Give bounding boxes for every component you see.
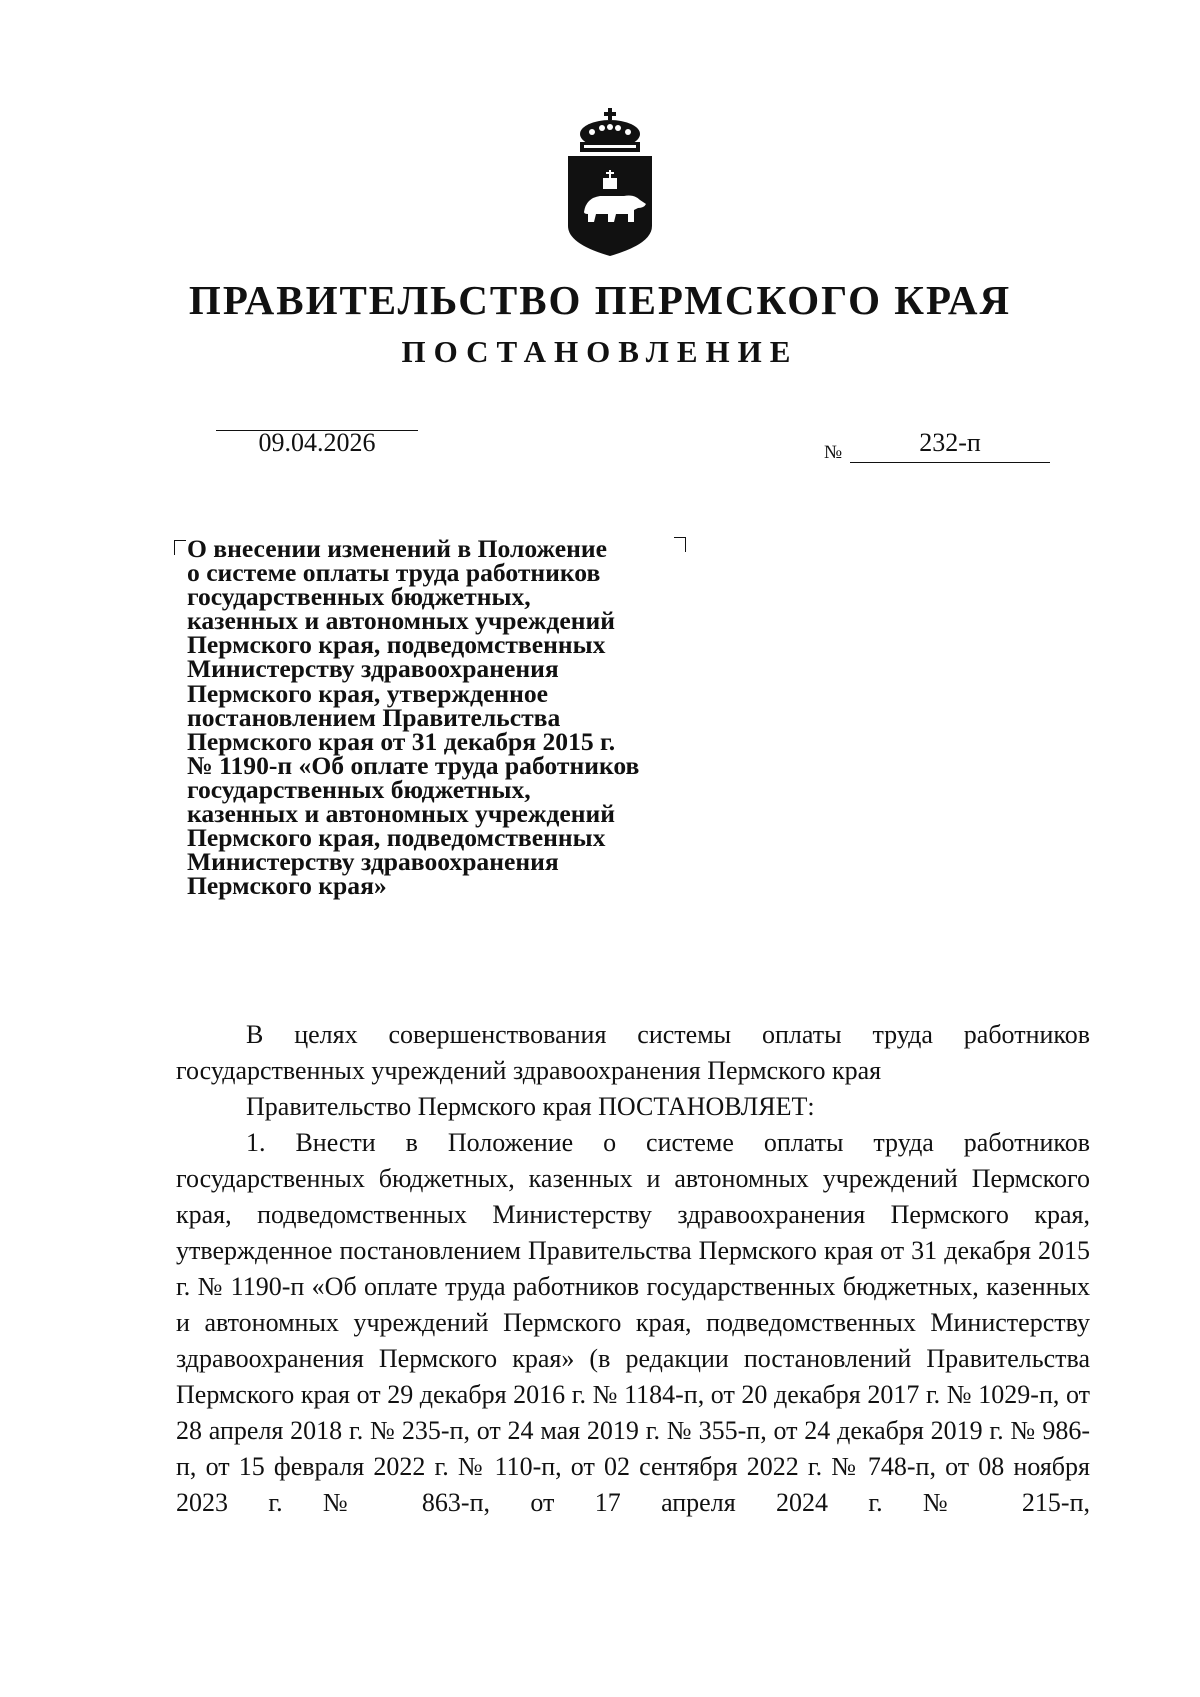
subject-line: о системе оплаты труда работников <box>187 558 601 588</box>
subject-line: казенных и автономных учреждений <box>187 606 615 636</box>
subject-line: № 1190-п «Об оплате труда работников <box>187 750 640 780</box>
subject-line: О внесении изменений в Положение <box>187 534 607 563</box>
number-sign: № <box>824 442 843 463</box>
document-number: 232-п <box>919 428 981 457</box>
resolution-statement: Правительство Пермского края ПОСТАНОВЛЯЕТ: <box>246 1092 815 1121</box>
subject-line: государственных бюджетных, <box>187 774 531 804</box>
subject-line: Пермского края, утвержденное <box>187 678 549 708</box>
subject-line: постановлением Правительства <box>187 702 561 732</box>
number-underline <box>850 462 1050 463</box>
clause-1-paragraph: 1. Внести в Положение о системе оплаты труда работников государственных бюджетных, казенных и автономных учреждений Пермского края, подведомственных Министерству здравоохранения Пермского края, утвержденное постановлением Правительства Пермского края от 31 декабря 2015 г. № 1190-п «Об оплате труда работников государственных бюджетных, казенных и автономных учреждений Пермского края, подведомственных Министерству здравоохранения Пермского края» (в редакции постановлений Правительства Пермского края от 29 декабря 2016 г. № 1184-п, от 20 декабря 2017 г. № 1029-п, от 28 апреля 2018 г. № 235-п, от 24 мая 2019 г. № 355-п, от 24 декабря 2019 г. № 986-п, от 15 февраля 2022 г. № 110-п, от 02 сентября 2022 г. № 748-п, от 08 ноября 2023 г. № 863-п, от 17 апреля 2024 г. № 215-п, <box>176 1128 1090 1517</box>
subject-line: Министерству здравоохранения <box>187 654 559 684</box>
subject-line: Пермского края от 31 декабря 2015 г. <box>187 726 616 756</box>
subject-corner-left <box>174 540 186 555</box>
document-type: ПОСТАНОВЛЕНИЕ <box>401 334 799 369</box>
subject-line: казенных и автономных учреждений <box>187 799 615 829</box>
organization-title: ПРАВИТЕЛЬСТВО ПЕРМСКОГО КРАЯ <box>188 277 1012 323</box>
document-body <box>176 1017 1090 1521</box>
preamble-paragraph: В целях совершенствования системы оплаты труда работников государственных учреждений здравоохранения Пермского края <box>176 1020 1090 1085</box>
subject-line: Министерству здравоохранения <box>187 847 559 877</box>
subject-line: Пермского края, подведомственных <box>187 630 606 660</box>
document-date: 09.04.2026 <box>258 428 376 457</box>
document-subject <box>187 534 707 901</box>
subject-line: государственных бюджетных, <box>187 582 531 612</box>
perm-krai-coat-of-arms-icon <box>560 108 660 258</box>
date-underline <box>216 430 418 431</box>
subject-line: Пермского края» <box>187 871 387 901</box>
subject-line: Пермского края, подведомственных <box>187 823 606 853</box>
